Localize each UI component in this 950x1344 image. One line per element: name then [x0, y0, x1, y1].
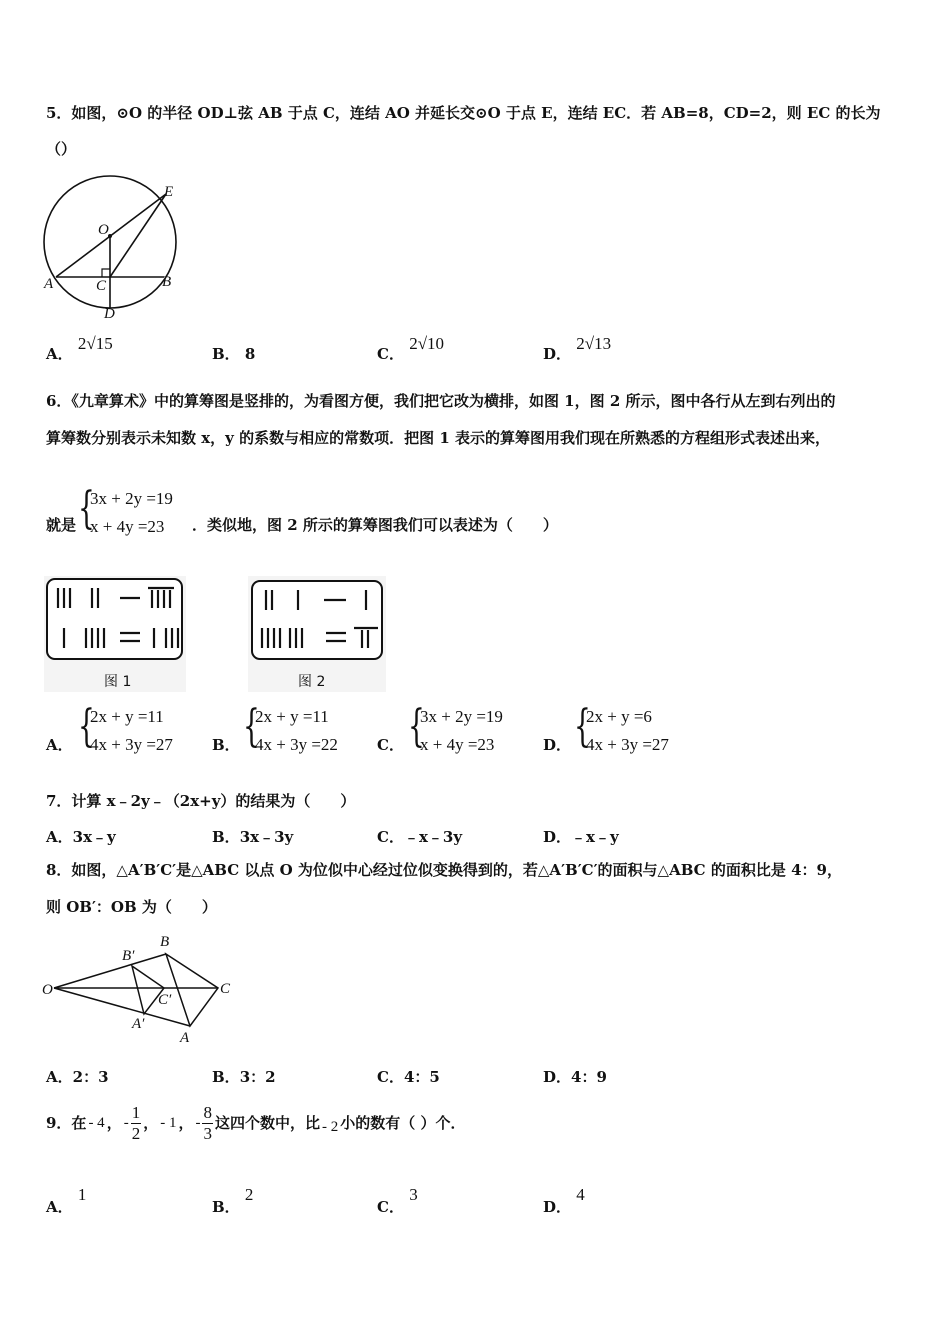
q7-option-d[interactable] — [543, 826, 619, 847]
q8-option-a[interactable] — [46, 1066, 109, 1087]
q7-option-b[interactable] — [212, 826, 293, 847]
system-eq2: 4x + 3y =27 — [90, 735, 173, 754]
system-eq2: 4x + 3y =22 — [255, 735, 338, 754]
q7-option-c[interactable] — [377, 826, 462, 847]
comma: ， — [143, 1114, 159, 1132]
option-value: 2：3 — [72, 1068, 109, 1086]
option-letter: A． — [46, 345, 73, 363]
option-letter: D． — [543, 345, 572, 363]
option-letter: C． — [377, 345, 404, 363]
q6-stem-line1: 6．《九章算术》中的算筹图是竖排的，为看图方便，我们把它改为横排，如图 1，图 2 所示，图中各行从左到右列出的 — [46, 392, 836, 410]
option-value: 8 — [244, 345, 256, 363]
option-letter: B． — [212, 828, 240, 846]
label-o: O — [42, 982, 53, 998]
option-letter: B． — [212, 1068, 240, 1086]
option-letter: D． — [543, 736, 572, 754]
q5-stem-line2: （） — [46, 140, 77, 158]
label-d: D — [104, 306, 115, 322]
q6-stem-line2: 算筹数分别表示未知数 x，y 的系数与相应的常数项．把图 1 表示的算筹图用我们现在所熟悉的方程组形式表述出来， — [46, 429, 830, 447]
label-o: O — [98, 222, 109, 238]
label-b: B — [162, 274, 172, 290]
q6-figure2-counting-rods — [248, 576, 386, 692]
line-ec — [110, 194, 166, 277]
q8-homothety-figure — [40, 932, 236, 1050]
label-c: C — [96, 278, 107, 294]
q9-reference-number: - 2 — [322, 1119, 339, 1135]
option-letter: B． — [212, 736, 240, 754]
system-eq2: 4x + 3y =27 — [586, 735, 669, 754]
denominator: 3 — [203, 1123, 212, 1143]
option-value: 2 — [244, 1185, 254, 1204]
option-value: 3x﹣y — [72, 828, 116, 846]
option-value: 3x﹣3y — [239, 828, 294, 846]
right-angle-mark — [102, 269, 110, 277]
q9-number-4-sign: - — [195, 1115, 201, 1131]
option-letter: B． — [212, 345, 240, 363]
label-a: A — [44, 276, 54, 292]
option-value: 4：5 — [403, 1068, 440, 1086]
numerator: 8 — [203, 1102, 212, 1122]
option-letter: C． — [377, 1198, 404, 1216]
numerator: 1 — [131, 1102, 141, 1122]
q6-stem-prefix: 就是 — [46, 516, 77, 534]
option-value: 2√13 — [576, 334, 612, 353]
label-c: C — [220, 981, 231, 997]
q9-number-1: - 4 — [88, 1115, 105, 1131]
q5-option-a[interactable] — [46, 334, 113, 364]
label-c-prime: C′ — [158, 992, 172, 1008]
q8-option-c[interactable] — [377, 1066, 440, 1087]
q6-option-d[interactable] — [543, 734, 571, 755]
option-value: 1 — [77, 1185, 87, 1204]
option-value: 2√15 — [77, 334, 113, 353]
system-eq1: 2x + y =11 — [255, 707, 329, 726]
q8-option-b[interactable] — [212, 1066, 276, 1087]
label-a-prime: A′ — [132, 1016, 145, 1032]
q9-option-d[interactable] — [543, 1185, 585, 1217]
option-letter: D． — [543, 828, 572, 846]
q9-option-b[interactable] — [212, 1185, 254, 1217]
denominator: 2 — [131, 1123, 141, 1143]
label-a: A — [180, 1030, 190, 1046]
option-letter: D． — [543, 1198, 572, 1216]
q9-fraction-eight-thirds — [202, 1103, 213, 1144]
option-letter: A． — [46, 828, 73, 846]
q9-suffix: 小的数有（ ）个． — [340, 1114, 466, 1132]
q9-prefix: 9．在 — [46, 1114, 87, 1132]
q5-option-d[interactable] — [543, 334, 612, 364]
q7-option-a[interactable] — [46, 826, 116, 847]
q7-stem: 7．计算 x﹣2y﹣（2x+y）的结果为（ ） — [46, 792, 356, 810]
q9-number-3: - 1 — [160, 1115, 177, 1131]
q9-stem — [46, 1098, 465, 1148]
option-value: 4：9 — [571, 1068, 607, 1086]
option-value: 2√10 — [409, 334, 445, 353]
q9-option-a[interactable] — [46, 1185, 87, 1217]
system-eq2: x + 4y =23 — [420, 735, 495, 754]
system-eq1: 3x + 2y =19 — [90, 489, 173, 508]
system-eq1: 3x + 2y =19 — [420, 707, 503, 726]
system-eq1: 2x + y =11 — [90, 707, 164, 726]
system-eq1: 2x + y =6 — [586, 707, 652, 726]
label-e: E — [164, 184, 174, 200]
option-value: 3：2 — [239, 1068, 276, 1086]
q5-circle-figure — [40, 172, 190, 322]
q8-option-d[interactable] — [543, 1066, 607, 1087]
option-letter: C． — [377, 1068, 404, 1086]
q9-fraction-half — [131, 1103, 142, 1144]
option-value: 3 — [409, 1185, 418, 1204]
q8-stem-line1: 8．如图，△A′B′C′是△ABC 以点 O 为位似中心经过位似变换得到的，若△A′B′C′的面积与△ABC 的面积比是 4：9， — [46, 861, 842, 879]
option-letter: C． — [377, 736, 404, 754]
option-value: 4 — [576, 1185, 585, 1204]
option-letter: B． — [212, 1198, 240, 1216]
q6-option-b[interactable] — [212, 734, 240, 755]
q5-stem-line1: 5．如图，⊙O 的半径 OD⊥弦 AB 于点 C，连结 AO 并延长交⊙O 于点 E，连结 EC．若 AB=8，CD=2，则 EC 的长为 — [46, 104, 881, 122]
option-letter: A． — [46, 1068, 73, 1086]
q9-mid-text: 这四个数中，比 — [214, 1114, 320, 1132]
label-b: B — [160, 934, 170, 950]
figure2-caption: 图 2 — [298, 674, 326, 690]
option-value: ﹣x﹣y — [571, 828, 619, 846]
q6-option-a[interactable] — [46, 734, 73, 755]
option-letter: D． — [543, 1068, 572, 1086]
rods-frame — [47, 579, 182, 659]
q6-option-c[interactable] — [377, 734, 404, 755]
option-letter: A． — [46, 1198, 73, 1216]
option-value: ﹣x﹣3y — [403, 828, 463, 846]
q8-stem-line2: 则 OB′：OB 为（ ） — [46, 898, 217, 916]
q5-option-b[interactable] — [212, 343, 255, 364]
q5-option-c[interactable] — [377, 334, 445, 364]
system-eq2: x + 4y =23 — [90, 517, 165, 536]
q6-figure1-counting-rods — [44, 576, 186, 692]
label-b-prime: B′ — [122, 948, 135, 964]
comma: ， — [178, 1114, 194, 1132]
option-letter: A． — [46, 736, 73, 754]
figure1-caption: 图 1 — [104, 674, 132, 690]
q9-number-2-sign: - — [123, 1115, 129, 1131]
comma: ， — [106, 1114, 122, 1132]
option-letter: C． — [377, 828, 404, 846]
q9-option-c[interactable] — [377, 1185, 418, 1217]
q6-stem-suffix: ．类似地，图 2 所示的算筹图我们可以表述为（ ） — [192, 516, 558, 534]
